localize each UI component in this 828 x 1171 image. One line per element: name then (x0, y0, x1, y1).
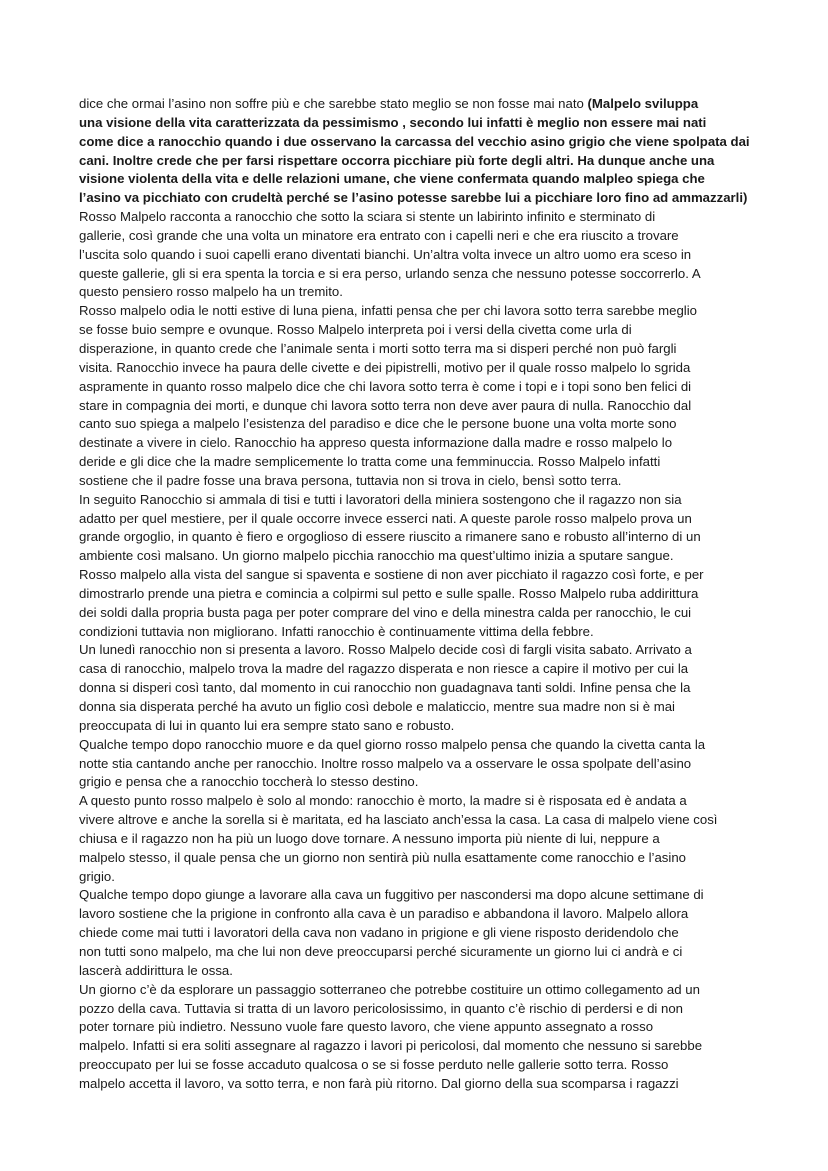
paragraph (79, 491, 751, 642)
text-line (79, 698, 751, 717)
text-line (79, 943, 751, 962)
text-run: gallerie, così grande che una volta un minatore era entrato con i capelli neri e che era riuscito a trovare (79, 227, 679, 243)
text-line (79, 170, 751, 189)
text-line (79, 679, 751, 698)
text-run: se fosse buio sempre e ovunque. Rosso Malpelo interpreta poi i versi della civetta come urla di (79, 322, 632, 338)
text-line (79, 397, 751, 416)
text-run: grigio. (79, 868, 115, 884)
text-run: chiusa e il ragazzo non ha più un luogo dove tornare. A nessuno importa più niente di lui, neppure a (79, 830, 660, 846)
text-run: disperazione, in quanto crede che l’animale senta i morti sotto terra ma si disperi perché non può fargli (79, 340, 677, 356)
text-line (79, 830, 751, 849)
text-line (79, 208, 751, 227)
text-line (79, 811, 751, 830)
text-line (79, 924, 751, 943)
text-run: Un giorno c’è da esplorare un passaggio sotterraneo che potrebbe costituire un ottimo collegamento ad un (79, 981, 700, 997)
text-run: dice che ormai l’asino non soffre più e che sarebbe stato meglio se non fosse mai nato (79, 96, 588, 111)
text-line (79, 302, 751, 321)
text-line (79, 886, 751, 905)
text-line (79, 755, 751, 774)
text-line (79, 95, 751, 114)
text-run: preoccupata di lui in quanto lui era sempre stato sano e robusto. (79, 717, 455, 733)
text-line (79, 321, 751, 340)
text-line (79, 246, 751, 265)
text-run: malpelo. Infatti si era soliti assegnare al ragazzo i lavori pi pericolosi, dal momento che nessuno si sarebbe (79, 1038, 703, 1054)
text-line (79, 641, 751, 660)
text-line (79, 660, 751, 679)
text-line (79, 1056, 751, 1075)
text-line (79, 227, 751, 246)
text-run: Rosso Malpelo racconta a ranocchio che sotto la sciara si stente un labirinto infinito e sterminato di (79, 209, 656, 225)
paragraph (79, 302, 751, 490)
text-line (79, 283, 751, 302)
text-line (79, 773, 751, 792)
text-run: malpelo stesso, il quale pensa che un giorno non sentirà più nulla esattamente come ranocchio e l’asino (79, 849, 686, 865)
text-line (79, 1000, 751, 1019)
text-run: condizioni tuttavia non migliorano. Infatti ranocchio è continuamente vittima della febbre. (79, 623, 594, 639)
text-line (79, 623, 751, 642)
text-line (79, 962, 751, 981)
text-run: poter tornare più indietro. Nessuno vuole fare questo lavoro, che viene appunto assegnato a rosso (79, 1019, 654, 1035)
text-run: stare in compagnia dei morti, e dunque chi lavora sotto terra non deve aver paura di nulla. Ranocchio dal (79, 397, 692, 413)
text-line (79, 133, 751, 152)
text-run: pozzo della cava. Tuttavia si tratta di un lavoro pericolosissimo, in quanto c’è rischio di perdersi e di non (79, 1000, 684, 1016)
text-run: aspramente in quanto rosso malpelo dice che chi lavora sotto terra è come i topi e i topi sono ben felici di (79, 378, 692, 394)
paragraph (79, 792, 751, 886)
text-line (79, 528, 751, 547)
text-line (79, 585, 751, 604)
text-line (79, 1075, 751, 1094)
text-line (79, 736, 751, 755)
text-run: malpelo accetta il lavoro, va sotto terra, e non farà più ritorno. Dal giorno della sua scomparsa i ragazzi (79, 1075, 679, 1091)
text-run: Qualche tempo dopo giunge a lavorare alla cava un fuggitivo per nascondersi ma dopo alcune settimane di (79, 887, 704, 903)
text-line (79, 566, 751, 585)
text-run: Rosso malpelo odia le notti estive di luna piena, infatti pensa che per chi lavora sotto terra sarebbe meglio (79, 303, 697, 319)
text-run: visita. Ranocchio invece ha paura delle civette e dei pipistrelli, motivo per il quale rosso malpelo lo sgrida (79, 359, 691, 375)
bold-text-run: cani. Inoltre crede che per farsi rispettare occorra picchiare più forte degli altri. Ha dunque anche una (79, 152, 715, 168)
text-run: sostiene che il padre fosse una brava persona, tuttavia non si trova in cielo, bensì sotto terra. (79, 472, 622, 488)
bold-text-run: l’asino va picchiato con crudeltà perché se l’asino potesse sarebbe lui a picchiare loro fino ad ammazzarli) (79, 190, 748, 206)
text-run: lascerà addirittura le ossa. (79, 962, 233, 978)
text-line (79, 1018, 751, 1037)
text-line (79, 905, 751, 924)
text-line (79, 868, 751, 887)
text-line (79, 340, 751, 359)
document-body (79, 95, 751, 1094)
text-line (79, 152, 751, 171)
text-run: Un lunedì ranocchio non si presenta a lavoro. Rosso Malpelo decide così di fargli visita sabato. Arrivato a (79, 642, 692, 658)
text-line (79, 189, 751, 208)
text-run: non tutti sono malpelo, ma che lui non deve preoccuparsi perché sicuramente un giorno lui ci andrà e ci (79, 943, 683, 959)
text-run: donna sia disperata perché ha avuto un figlio così debole e malaticcio, mentre sua madre non si è mai (79, 699, 675, 714)
bold-text-run: (Malpelo sviluppa (587, 96, 699, 111)
text-line (79, 981, 751, 1000)
text-run: preoccupato per lui se fosse accaduto qualcosa o se si fosse perduto nelle gallerie sotto terra. Rosso (79, 1057, 669, 1073)
paragraph (79, 736, 751, 793)
text-run: A questo punto rosso malpelo è solo al mondo: ranocchio è morto, la madre si è risposata ed è andata a (79, 793, 687, 809)
text-run: casa di ranocchio, malpelo trova la madre del ragazzo disperata e non riesce a capire il motivo per cui la (79, 661, 689, 677)
text-line (79, 510, 751, 529)
text-run: queste gallerie, gli si era spenta la torcia e si era perso, urlando senza che nessuno potesse soccorrerlo. A (79, 265, 701, 281)
text-line (79, 604, 751, 623)
text-line (79, 472, 751, 491)
text-run: chiede come mai tutti i lavoratori della cava non vadano in prigione e gli viene risposto deridendolo che (79, 925, 679, 941)
text-run: lavoro sostiene che la prigione in confronto alla cava è un paradiso e abbandona il lavoro. Malpelo allora (79, 906, 689, 922)
text-run: notte stia cantando anche per ranocchio. Inoltre rosso malpelo va a osservare le ossa spolpate dell’asino (79, 755, 692, 771)
text-run: deride e gli dice che la madre semplicemente lo tratta come una femminuccia. Rosso Malpelo infatti (79, 454, 661, 470)
text-line (79, 1037, 751, 1056)
bold-text-run: come dice a ranocchio quando i due osservano la carcassa del vecchio asino grigio che viene spolpata dai (79, 133, 750, 149)
text-line (79, 849, 751, 868)
paragraph (79, 641, 751, 735)
bold-text-run: una visione della vita caratterizzata da pessimismo , secondo lui infatti è meglio non essere mai nati (79, 114, 707, 130)
text-line (79, 717, 751, 736)
text-line (79, 434, 751, 453)
text-run: Rosso malpelo alla vista del sangue si spaventa e sostiene di non aver picchiato il ragazzo così forte, e per (79, 567, 704, 583)
text-line (79, 792, 751, 811)
text-run: destinate a vivere in cielo. Ranocchio ha appreso questa informazione dalla madre e rosso malpelo lo (79, 435, 673, 451)
text-line (79, 491, 751, 510)
text-line (79, 453, 751, 472)
text-line (79, 378, 751, 397)
text-run: donna si disperi così tanto, dal momento in cui ranocchio non guadagnava tanti soldi. Infine pensa che la (79, 680, 691, 696)
text-line (79, 265, 751, 284)
paragraph (79, 95, 751, 302)
text-run: In seguito Ranocchio si ammala di tisi e tutti i lavoratori della miniera sostengono che il ragazzo non sia (79, 491, 682, 507)
text-run: vivere altrove e anche la sorella si è maritata, ed ha lasciato anch’essa la casa. La casa di malpelo viene così (79, 812, 718, 828)
text-run: questo pensiero rosso malpelo ha un tremito. (79, 284, 343, 300)
text-line (79, 547, 751, 566)
text-run: adatto per quel mestiere, per il quale occorre invece esserci nati. A queste parole rosso malpelo prova un (79, 510, 692, 526)
text-run: Qualche tempo dopo ranocchio muore e da quel giorno rosso malpelo pensa che quando la civetta canta la (79, 736, 706, 752)
text-line (79, 114, 751, 133)
text-run: ambiente così malsano. Un giorno malpelo picchia ranocchio ma quest’ultimo inizia a sputare sangue. (79, 548, 674, 564)
text-run: grande orgoglio, in quanto è fiero e orgoglioso di essere riuscito a rimanere sano e robusto all’interno di un (79, 529, 701, 545)
text-line (79, 359, 751, 378)
text-line (79, 415, 751, 434)
text-run: l’uscita solo quando i suoi capelli erano diventati bianchi. Un’altra volta invece un altro uomo era sceso in (79, 246, 692, 262)
paragraph (79, 981, 751, 1094)
text-run: canto suo spiega a malpelo l’esistenza del paradiso e dice che le persone buone una volta morte sono (79, 416, 677, 432)
text-run: dei soldi dalla propria busta paga per poter comprare del vino e della minestra calda per ranocchio, le cui (79, 604, 692, 620)
text-run: dimostrarlo prende una pietra e comincia a colpirmi sul petto e sulle spalle. Rosso Malpelo ruba addirittura (79, 585, 699, 601)
text-run: grigio e pensa che a ranocchio toccherà lo stesso destino. (79, 774, 419, 790)
bold-text-run: visione violenta della vita e delle relazioni umane, che viene confermata quando malpleo spiega che (79, 171, 705, 187)
paragraph (79, 886, 751, 980)
